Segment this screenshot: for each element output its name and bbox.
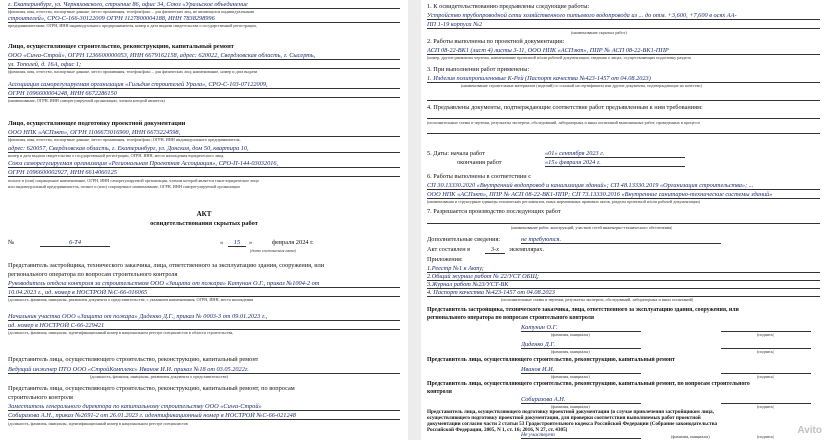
signatory-name: Диденко Д.Г. [521, 341, 641, 349]
caption: (подпись) [757, 374, 775, 379]
control-rep-heading: Представитель лица, осуществляющего строительство, реконструкцию, капитальный ремонт, по вопросам строительного [427, 381, 750, 387]
act-number-label: № [8, 239, 15, 246]
developer-sro-line: строителей», СРО-С-166-30122009 ОГРН 1127800004188, ИНН 7838298996 [8, 15, 400, 23]
section-6-heading: 6. Работы выполнены в соответствии с [427, 173, 532, 180]
hidden-works-line: Устройство трубопроводной сети хозяйственного питьевого водопровода из ... до отм. +3,600, +7,600 в осях АА- [427, 12, 820, 20]
designer-rep-heading: Российской Федерации, 2005, N 1, ст. 16; 2016, N 27, ст. 4305) [427, 427, 568, 433]
customer-rep-heading: Представитель застройщика, технического заказчика, лица, ответственного за эксплуатацию здания, сооружения, или [427, 307, 739, 313]
section-3-heading: 3. При выполнении работ применены: [427, 66, 530, 73]
customer-rep-text: Представитель застройщика, технического заказчика, лица, ответственного за эксплуатацию здания, сооружения, или [8, 262, 325, 269]
caption: предпринимателями; ОГРН, ИНН индивидуального предпринимателя, номер и дата выдачи свидетельства о государственной регистрации, [8, 23, 257, 28]
contractor-sro-line: Ассоциация саморегулируемая организация «Гильдия строителей Урала», СРО-С-103-07122009, [8, 81, 400, 89]
end-date-label: окончания работ [457, 159, 502, 166]
materials-line: 1. Изделия полипропиленовые К-Рей (Паспорт качества №423-1457 от 04.08.2023) [427, 75, 820, 83]
control-rep-text: Представитель лица, осуществляющего строительство, реконструкцию, капитальный ремонт, по вопросам [8, 385, 295, 392]
customer-rep-line: Начальник участка ООО «Защита от пожара» Диденко Д.Г., приказ № 0003-3 от 09.01.2023 г., [8, 313, 400, 321]
designer-line: адрес: 620057, Свердловская область, г. Екатеринбург, ул. Донская, дом 50, квартира 10, [8, 145, 400, 153]
control-rep-text: строительного контроля [8, 394, 73, 401]
customer-rep-line: Руководитель отдела контроля за строительством ООО «Защита от пожара» Катунин О.Г., приказ №1004-2 от [8, 280, 400, 288]
page-gutter [408, 0, 421, 440]
signatory-name: Собиразова А.Н. [521, 396, 641, 404]
contractor-sro-line: ОГРН 1096600004248, ИНН 6672286150 [8, 90, 400, 98]
section-4-heading: 4. Предъявлены документы, подтверждающие соответствие работ предъявленным к ним требованиям: [427, 104, 703, 111]
contractor-heading: Лицо, осуществляющее строительство, реконструкцию, капитальный ремонт [8, 43, 234, 50]
act-day: 15 [228, 239, 246, 247]
designer-sro-line: Союз саморегулируемая организация «Региональная Проектная Ассоциация», СРО-П-144-03032016, [8, 160, 400, 168]
section-2-heading: 2. Работы выполнены по проектной документации: [427, 38, 565, 45]
caption: (фамилия, инициалы) [551, 349, 590, 354]
act-title: АКТ [196, 210, 212, 218]
caption: полное и (или) сокращенное наименование, ОГРН, ИНН саморегулируемой организации, членом которой является такое юридическое лицо [8, 178, 259, 183]
caption: (фамилия, инициалы) [551, 374, 590, 379]
caption: (исполнительные схемы и чертежи, результаты экспертиз, обследований, лабораторных и иных испытаний выполненных работ, проведенных в процессе [427, 120, 701, 125]
control-rep-heading: контроля [427, 389, 452, 395]
designer-heading: Лицо, осуществляющее подготовку проектной документации [8, 120, 186, 127]
blank-line [427, 133, 820, 134]
caption: (фамилия, инициалы) [551, 404, 590, 409]
caption: (подпись) [757, 434, 775, 439]
control-rep-line: Заместитель генерального директора по капитальному строительству ООО «Сиwa-Строй» [8, 403, 400, 411]
copies-suffix: экземплярах. [509, 246, 545, 253]
appendix-item: 3.Журнал работ №23/УСТ-ВК [427, 281, 820, 289]
blank-line [427, 223, 820, 224]
appendix-item: 4. Паспорт качества №423-1457 от 04.08.2023 [427, 289, 820, 297]
caption: (фамилия, имя, отчество, паспортные данные, место проживания, телефон/факс; ОГРН, ИНН индивидуального предпринимателя, [8, 137, 241, 142]
caption: или индивидуальный предприниматель, полное и (или) сокращенное наименование, ОГРН, ИНН саморегулируемой организации [8, 184, 240, 189]
avito-watermark: Avito [797, 425, 822, 436]
caption: (фамилия, инициалы) [671, 434, 710, 439]
caption: (подпись) [757, 349, 775, 354]
caption: (должность, фамилия, инициалы, реквизиты документа о представительстве) [90, 374, 228, 379]
customer-rep-line: ид. номер в НОСТРОЙ С-66-229421 [8, 322, 400, 330]
signatory-name: Катунин О.Г. [521, 324, 641, 332]
customer-rep-heading: регионального оператора по вопросам строительного контроля [427, 315, 595, 321]
act-subtitle: освидетельствования скрытых работ [150, 220, 258, 227]
caption: (подпись) [757, 332, 775, 337]
quote-open: « [220, 239, 224, 246]
extra-info-value: не требуются. [521, 236, 721, 244]
caption: (должность, фамилия, инициалы, реквизиты документа о представительстве, с указанием наименования, ОГРН, ИНН, места нахождения [8, 297, 254, 302]
contractor-line: ул. Тополей, д. 16А, офис 1; [8, 61, 400, 69]
caption: (наименование работ, конструкций, участков сетей инженерно-технического обеспечения) [511, 225, 673, 230]
quote-close: » [249, 239, 253, 246]
designer-rep-heading: осуществляющего подготовку проектной документации, для проверки соответствия выполняемых работ проектной [427, 415, 701, 421]
contractor-rep-heading: Представитель лица, осуществляющего строительство, реконструкцию, капитальный ремонт [427, 357, 675, 363]
blank-line [427, 100, 820, 101]
right-page [421, 0, 828, 440]
section-1-heading: 1. К освидетельствованию предъявлены следующие работы: [427, 3, 590, 10]
standards-line: СП 30.13330.2020 «Внутренний водопровод и канализация зданий»; СП 48.13330.2019 «Организация строительства»; ... [427, 182, 820, 190]
date-caption: (дата составления акта) [250, 248, 297, 253]
caption: (фамилия, инициалы) [551, 332, 590, 337]
caption: (наименования и структурные единицы технических регламентов, иных нормативных правовых актов, разделы проектной и/или рабочей документации) [427, 199, 701, 204]
act-month-year: февраля 2024 г. [272, 239, 314, 246]
control-rep-line: Собиразова А.Н., приказ №2691-2 от 26.01.2023 г. идентификационный номер в НОСТРОЙ №С-66-021248 [8, 412, 400, 420]
left-page [0, 0, 408, 440]
contractor-rep-text: Представитель лица, осуществляющего строительство, реконструкцию, капитальный ремонт [8, 356, 259, 363]
start-date-label: 5. Даты: начала работ [427, 150, 485, 157]
caption: (наименование, ОГРН, ИНН саморегулируемой организации, членом которой является) [8, 98, 165, 103]
standards-line: ООО НПК «АСПэкт», ППР № АСП 08-22-ВК1-ППР; СП 73.13330.2016 «Внутренние санитарно-технические системы зданий» [427, 191, 820, 199]
caption: (исполнительные схемы и чертежи, результаты экспертиз, обследований, лабораторных и иных испытаний) [501, 297, 694, 302]
appendix-item: 1.Реестр №1 к Акту; [427, 265, 820, 273]
hidden-works-line: ПП 1-19 корпуса №2 [427, 21, 820, 29]
start-date-value: «01» сентября 2023 г. [545, 150, 685, 158]
designer-rep-heading: Представитель лица, осуществляющего подготовку проектной документации (в случае привлечения застройщиком лица, [427, 409, 714, 415]
designer-sro-line: ОГРН 1096600002927, ИНН 6614060125 [8, 169, 400, 177]
blank-line [427, 118, 820, 119]
contractor-rep-line: Ведущий инженер ПТО ООО «СтройКомплекс» Иванов И.И. приказ №18 от 03.05.2022г. [8, 366, 400, 374]
caption: (номер, другие реквизиты чертежа, наименование проектной и/или рабочей документации, сведения о лицах, осуществляющих подготовку раздела [427, 55, 691, 60]
copies-value: 3-х [485, 246, 505, 254]
designer-rep-heading: документации согласно части 2 статьи 53 Градостроительного кодекса Российской Федерации (Собрание законодательства [427, 421, 718, 427]
caption: (должность, фамилия, инициалы, идентификационный номер в национальном реестре специалистов [8, 421, 188, 426]
appendices-label: Приложения: [427, 256, 463, 263]
caption: (должность, фамилия, инициалы, идентификационный номер в национальном реестре специалистов в области строительства, [8, 330, 234, 335]
caption: (фамилия, имя, отчество, паспортные данные, место проживания, телефон/факс – для физических лиц; наименование, номер и дата выдачи [8, 69, 258, 74]
customer-rep-line: 10.04.2023 г., ид. номер в НОСТРОЙ №С-66-016065 [8, 289, 400, 297]
design-docs-line: АСП 08-22-ВК1 (лист 4) листы 3-11, ООО НПК «АСПэкт», ППР № АСП 08-22-ВК1-ППР [427, 47, 820, 55]
caption: (подпись) [757, 404, 775, 409]
signatory-name: Иванов И.И. [521, 366, 641, 374]
contractor-line: ООО «Сиwa-Строй», ОГРН 1236600000053, ИНН 6679162158, адрес: 620022, Свердловская область, г. Сысерть, [8, 52, 400, 60]
designer-line: ООО НПК «АСПэкт», ОГРН 1106673016900, ИНН 6673224598, [8, 129, 400, 137]
extra-info-label: Дополнительные сведения: [427, 236, 501, 243]
copies-label: Акт составлен в [427, 246, 471, 253]
caption: (наименование скрытых работ) [571, 30, 627, 35]
section-7-heading: 7. Разрешается производство последующих работ [427, 208, 561, 215]
caption: (фамилия, имя, отчество, паспортные данные, место проживания, телефон/факс – для физических лиц, не являющихся индивидуальными [8, 9, 255, 14]
developer-address-line: г. Екатеринбург, ул. Черняховского, строение 86, офис 34, Союз «Уральское объединение [8, 1, 400, 9]
end-date-value: «15» февраля 2024 г. [545, 159, 685, 167]
caption: (наименование строительных материалов (изделий) со ссылкой на сертификаты или другие документы, подтверждающие их качество) [461, 83, 702, 88]
signatory-name: Не участвует [521, 432, 641, 439]
caption: номер и дата выдачи свидетельства о государственной регистрации, ОГРН, ИНН, место нахождения юридического лица, [8, 153, 225, 158]
appendix-item: 2.Общий журнал работ № 22/УСТ ОБЩ; [427, 273, 820, 281]
act-number: 6-Т4 [40, 239, 110, 247]
customer-rep-text: регионального оператора по вопросам строительного контроля [8, 271, 178, 278]
